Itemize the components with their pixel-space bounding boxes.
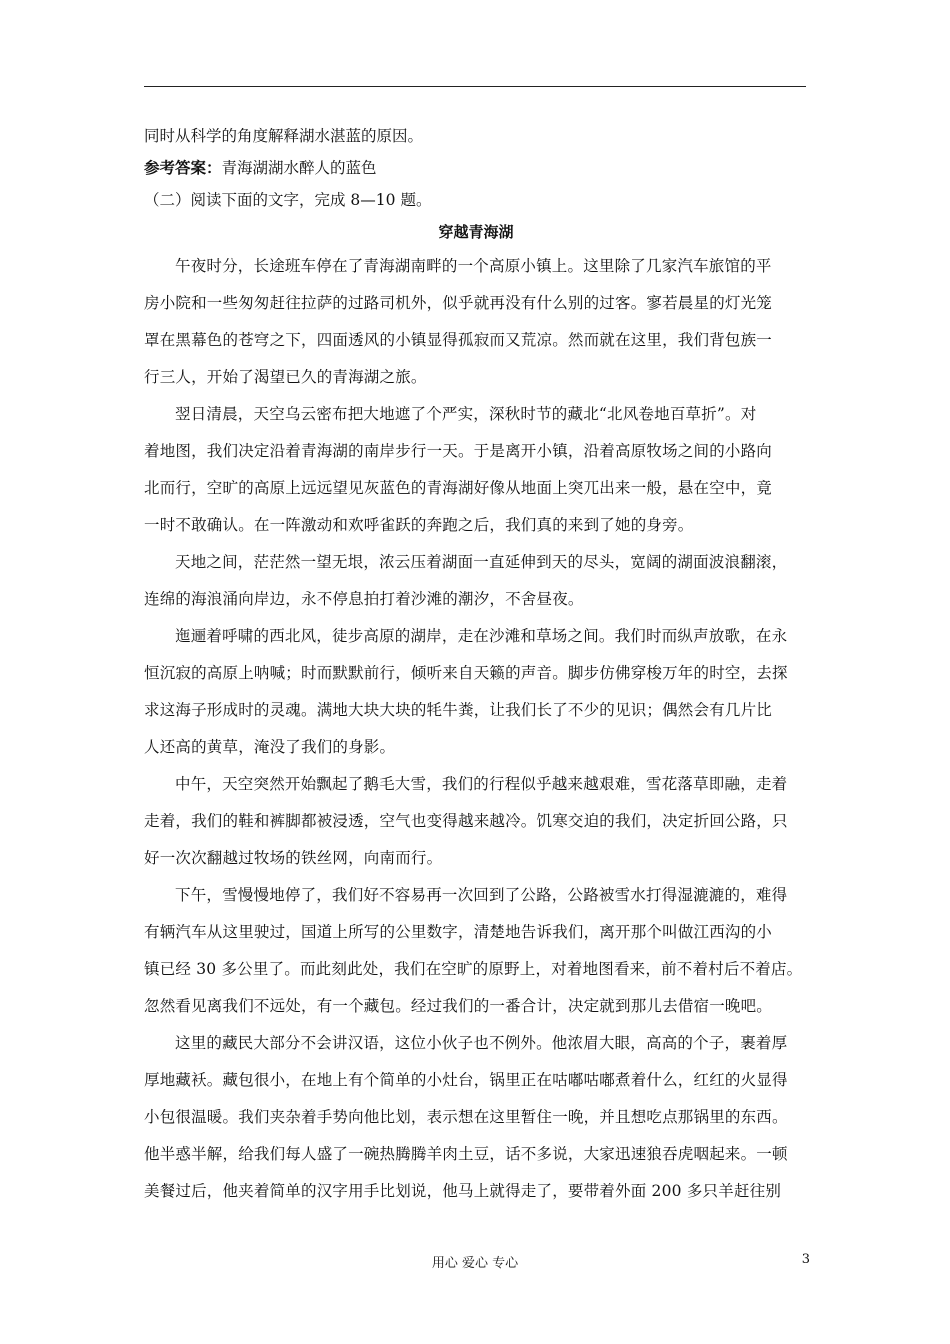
article-paragraph [144, 766, 808, 877]
answer-label: 参考答案： [144, 158, 222, 177]
paragraph-line: 房小院和一些匆匆赶往拉萨的过路司机外，似乎就再没有什么别的过客。寥若晨星的灯光笼 [144, 294, 773, 312]
article-paragraph [144, 618, 808, 766]
paragraph-line: 厚地藏袄。藏包很小，在地上有个简单的小灶台，锅里正在咕嘟咕嘟煮着什么，红红的火显得 [144, 1071, 788, 1089]
article-paragraph [144, 544, 808, 618]
paragraph-line: 好一次次翻越过牧场的铁丝网，向南而行。 [144, 849, 443, 867]
paragraph-line: 着地图，我们决定沿着青海湖的南岸步行一天。于是离开小镇，沿着高原牧场之间的小路向 [144, 442, 773, 460]
paragraph-line: 求这海子形成时的灵魂。满地大块大块的牦牛粪，让我们长了不少的见识；偶然会有几片比 [144, 701, 773, 719]
paragraph-line: 北而行，空旷的高原上远远望见灰蓝色的青海湖好像从地面上突兀出来一般，悬在空中，竟 [144, 479, 773, 497]
paragraph-line: 忽然看见离我们不远处，有一个藏包。经过我们的一番合计，决定就到那儿去借宿一晚吧。 [144, 997, 773, 1015]
paragraph-line: 人还高的黄草，淹没了我们的身影。 [144, 738, 396, 756]
article-paragraph [144, 1025, 808, 1210]
article-paragraph [144, 396, 808, 544]
paragraph-line: 午夜时分，长途班车停在了青海湖南畔的一个高原小镇上。这里除了几家汽车旅馆的平 [175, 257, 772, 275]
paragraph-line: 一时不敢确认。在一阵激动和欢呼雀跃的奔跑之后，我们真的来到了她的身旁。 [144, 516, 694, 534]
paragraph-line: 镇已经 30 多公里了。而此刻此处，我们在空旷的原野上，对着地图看来，前不着村后不着店。 [144, 960, 803, 978]
paragraph-line: 美餐过后，他夹着简单的汉字用手比划说，他马上就得走了，要带着外面 200 多只羊赶往别 [144, 1182, 782, 1200]
paragraph-line: 下午，雪慢慢地停了，我们好不容易再一次回到了公路，公路被雪水打得湿漉漉的，难得 [175, 886, 788, 904]
answer-line [144, 152, 808, 184]
intro-line: 同时从科学的角度解释湖水湛蓝的原因。 [144, 127, 424, 145]
paragraph-line: 连绵的海浪涌向岸边，永不停息拍打着沙滩的潮汐，不舍昼夜。 [144, 590, 584, 608]
paragraph-line: 翌日清晨，天空乌云密布把大地遮了个严实，深秋时节的藏北“北风卷地百草折”。对 [175, 405, 757, 423]
paragraph-line: 天地之间，茫茫然一望无垠，浓云压着湖面一直延伸到天的尽头，宽阔的湖面波浪翻滚， [175, 553, 788, 571]
section-heading: （二）阅读下面的文字，完成 8—10 题。 [144, 191, 432, 209]
paragraph-line: 这里的藏民大部分不会讲汉语，这位小伙子也不例外。他浓眉大眼，高高的个子，裹着厚 [175, 1034, 788, 1052]
paragraph-line: 走着，我们的鞋和裤脚都被浸透，空气也变得越来越冷。饥寒交迫的我们，决定折回公路，只 [144, 812, 788, 830]
paragraph-line: 罩在黑幕色的苍穹之下，四面透风的小镇显得孤寂而又荒凉。然而就在这里，我们背包族一 [144, 331, 773, 349]
paragraph-line: 恒沉寂的高原上呐喊；时而默默前行，倾听来自天籁的声音。脚步仿佛穿梭万年的时空，去探 [144, 664, 788, 682]
article-paragraph [144, 877, 808, 1025]
paragraph-line: 行三人，开始了渴望已久的青海湖之旅。 [144, 368, 427, 386]
paragraph-line: 他半惑半解，给我们每人盛了一碗热腾腾羊肉土豆，话不多说，大家迅速狼吞虎咽起来。一顿 [144, 1145, 788, 1163]
paragraph-line: 迤逦着呼啸的西北风，徒步高原的湖岸，走在沙滩和草场之间。我们时而纵声放歌，在永 [175, 627, 788, 645]
article-title: 穿越青海湖 [438, 223, 514, 241]
answer-text: 青海湖湖水醉人的蓝色 [221, 159, 377, 177]
article-body [144, 248, 808, 1210]
paragraph-line: 小包很温暖。我们夹杂着手势向他比划，表示想在这里暂住一晚，并且想吃点那锅里的东西。 [144, 1108, 788, 1126]
header-rule [144, 86, 806, 87]
page-number: 3 [801, 1252, 810, 1267]
paragraph-line: 有辆汽车从这里驶过，国道上所写的公里数字，清楚地告诉我们，离开那个叫做江西沟的小 [144, 923, 773, 941]
footer-motto: 用心 爱心 专心 [431, 1256, 519, 1271]
paragraph-line: 中午，天空突然开始飘起了鹅毛大雪，我们的行程似乎越来越艰难，雪花落草即融，走着 [175, 775, 788, 793]
article-paragraph [144, 248, 808, 396]
page-content [144, 120, 808, 1210]
